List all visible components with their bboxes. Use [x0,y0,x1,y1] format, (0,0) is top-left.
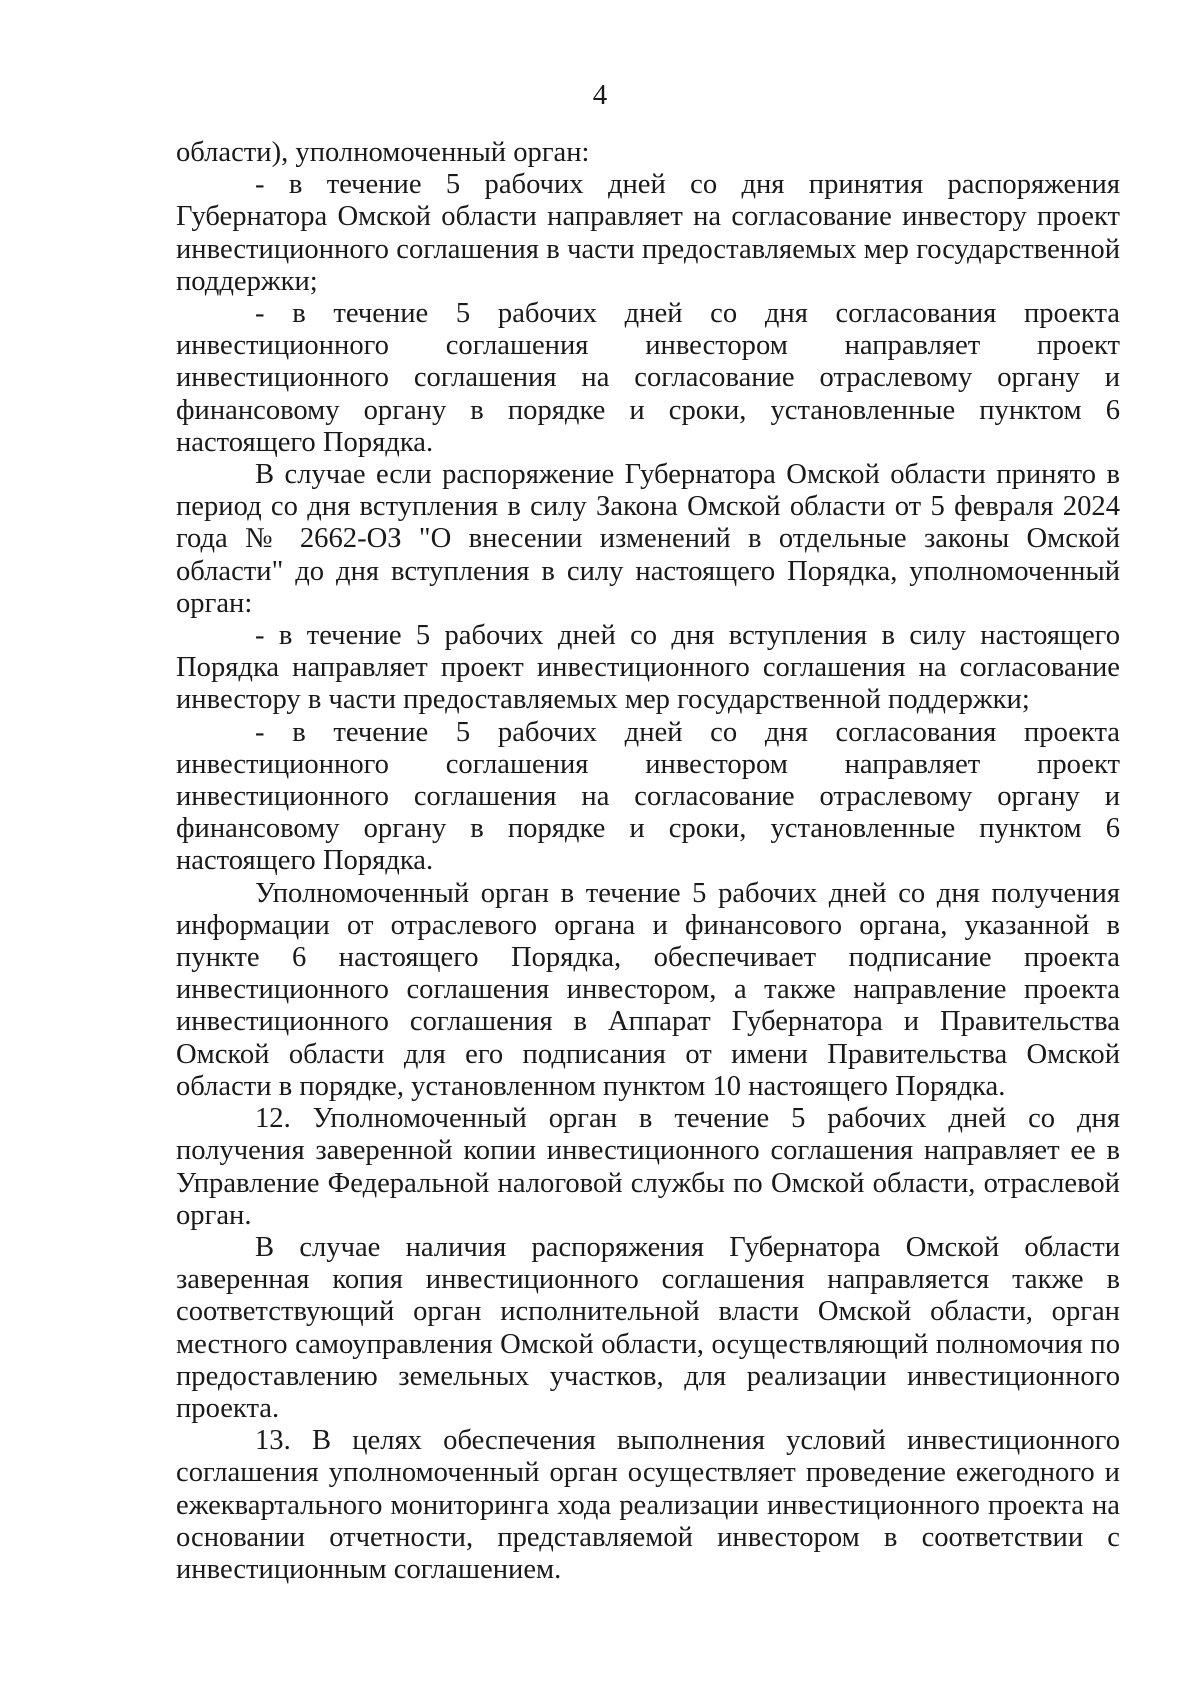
paragraph-7: Уполномоченный орган в течение 5 рабочих дней со дня получения информации от отраслевого органа и финансового органа, указанной в пункте 6 настоящего Порядка, обеспечивает подписание проекта инвестиционного соглашения инвестором, а также направление проекта инвестиционного соглашения в Аппарат Губернатора и Правительства Омской области для его подписания от имени Правительства Омской области в порядке, установленном пунктом 10 настоящего Порядка. [176,877,1120,1102]
paragraph-9: В случае наличия распоряжения Губернатора Омской области заверенная копия инвестиционного соглашения направляется также в соответствующий орган исполнительной власти Омской области, орган местного самоуправления Омской области, осуществляющий полномочия по предоставлению земельных участков, для реализации инвестиционного проекта. [176,1231,1120,1424]
paragraph-1: области), уполномоченный орган: [176,137,590,168]
page-number: 4 [592,79,608,111]
paragraph-5: - в течение 5 рабочих дней со дня вступления в силу настоящего Порядка направляет проект инвестиционного соглашения на согласование инвестору в части предоставляемых мер государственной поддержки; [176,620,1120,716]
paragraph-4: В случае если распоряжение Губернатора Омской области принято в период со дня вступления в силу Закона Омской области от 5 февраля 2024 года № 2662-ОЗ "О внесении изменений в отдельные законы Омской области" до дня вступления в силу настоящего Порядка, уполномоченный орган: [176,459,1120,619]
paragraph-6: - в течение 5 рабочих дней со дня согласования проекта инвестиционного соглашения инвестором направляет проект инвестиционного соглашения на согласование отраслевому органу и финансовому органу в порядке и сроки, установленные пунктом 6 настоящего Порядка. [176,716,1120,877]
document-body [176,137,1120,1586]
paragraph-2: - в течение 5 рабочих дней со дня принятия распоряжения Губернатора Омской области направляет на согласование инвестору проект инвестиционного соглашения в части предоставляемых мер государственной поддержки; [176,169,1120,297]
paragraph-3: - в течение 5 рабочих дней со дня согласования проекта инвестиционного соглашения инвестором направляет проект инвестиционного соглашения на согласование отраслевому органу и финансовому органу в порядке и сроки, установленные пунктом 6 настоящего Порядка. [176,298,1120,458]
paragraph-10: 13. В целях обеспечения выполнения условий инвестиционного соглашения уполномоченный орган осуществляет проведение ежегодного и ежеквартального мониторинга хода реализации инвестиционного проекта на основании отчетности, представляемой инвестором в соответствии с инвестиционным соглашением. [176,1425,1120,1585]
paragraph-8: 12. Уполномоченный орган в течение 5 рабочих дней со дня получения заверенной копии инвестиционного соглашения направляет ее в Управление Федеральной налоговой службы по Омской области, отраслевой орган. [176,1103,1120,1231]
